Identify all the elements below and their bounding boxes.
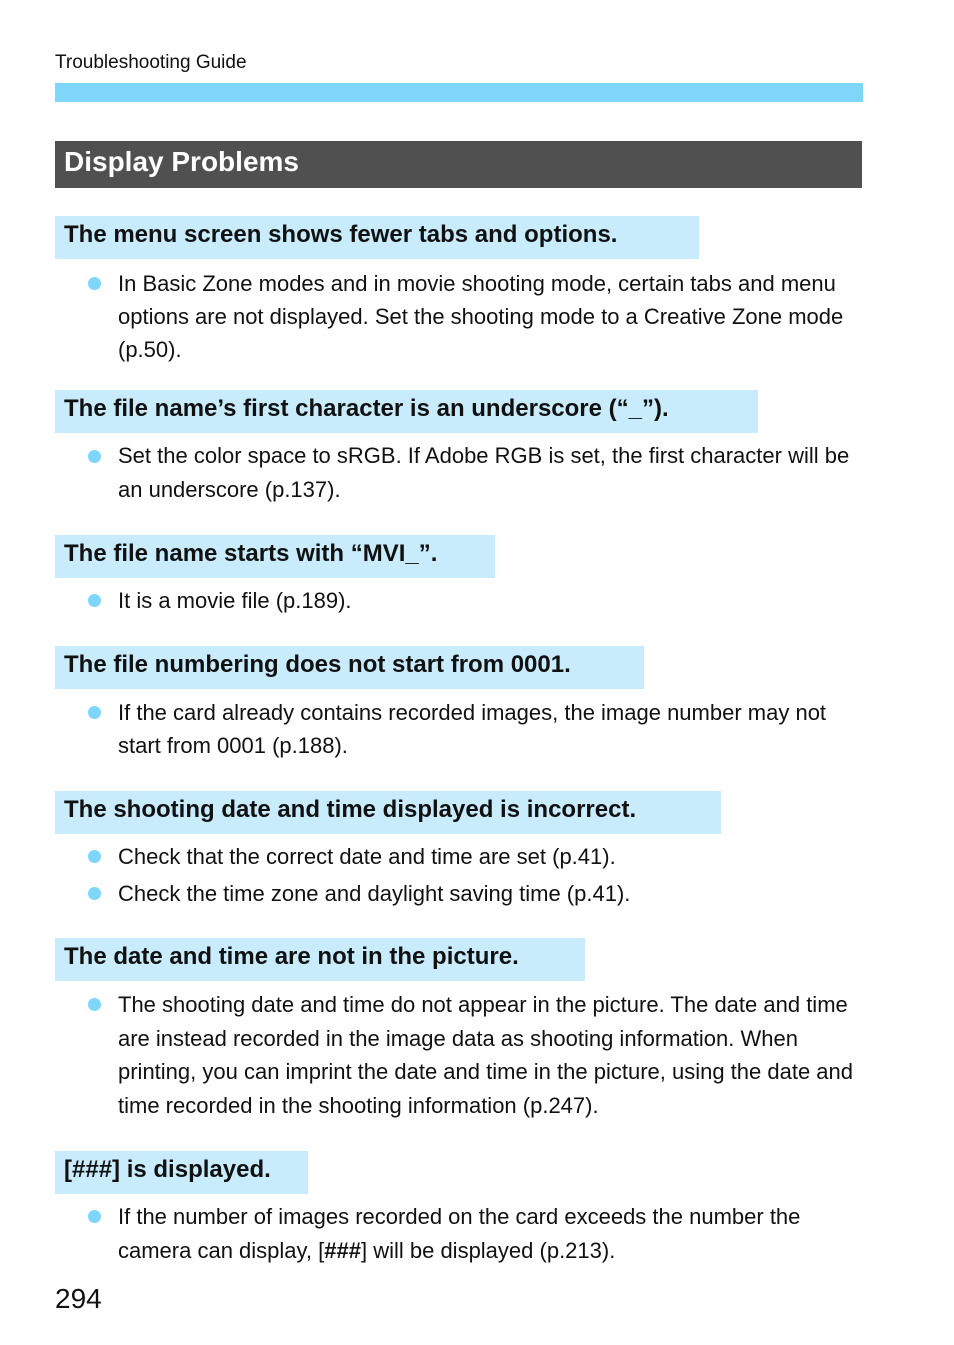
bullet-icon xyxy=(88,887,101,900)
bullet-text-before: If the number of images recorded on the card exceeds the number the camera can display, [ xyxy=(118,1204,801,1263)
bullet-icon xyxy=(88,706,101,719)
heading-bold-symbol: ### xyxy=(72,1156,113,1183)
heading-suffix: ] is displayed. xyxy=(112,1156,271,1183)
topic-heading-hash-displayed xyxy=(55,1151,308,1194)
page-number: 294 xyxy=(55,1283,102,1314)
topic-heading-date-incorrect: The shooting date and time displayed is incorrect. xyxy=(55,791,721,834)
bullet-item xyxy=(87,267,857,366)
bullet-bold-symbol: ### xyxy=(324,1238,361,1263)
bullet-item xyxy=(87,988,857,1123)
bullet-item xyxy=(87,439,857,507)
bullet-item xyxy=(87,584,857,617)
heading-prefix: [ xyxy=(64,1156,72,1183)
bullet-text xyxy=(118,1200,857,1268)
bullet-text: It is a movie file (p.189). xyxy=(118,588,352,613)
bullet-text: Check that the correct date and time are set (p.41). xyxy=(118,844,616,869)
header-accent-bar xyxy=(55,83,863,102)
bullet-text: Check the time zone and daylight saving time (p.41). xyxy=(118,881,631,906)
bullet-text: Set the color space to sRGB. If Adobe RGB is set, the first character will be an underscore (p.137). xyxy=(118,443,850,502)
bullet-text: In Basic Zone modes and in movie shooting mode, certain tabs and menu options are not displayed. Set the shooting mode to a Creative Zone mode (p.50). xyxy=(118,271,844,362)
bullet-item xyxy=(87,696,857,762)
topic-heading-date-not-in-picture: The date and time are not in the picture. xyxy=(55,938,585,981)
bullet-icon xyxy=(88,1210,101,1223)
bullet-text-after: ] will be displayed (p.213). xyxy=(360,1238,616,1263)
bullet-icon xyxy=(88,850,101,863)
topic-heading-menu-tabs: The menu screen shows fewer tabs and options. xyxy=(55,216,699,259)
bullet-text: If the card already contains recorded images, the image number may not start from 0001 (p.188). xyxy=(118,700,827,758)
bullet-item xyxy=(87,1200,857,1268)
topic-heading-file-numbering: The file numbering does not start from 0001. xyxy=(55,646,644,689)
bullet-text: The shooting date and time do not appear in the picture. The date and time are instead recorded in the image data as shooting information. When printing, you can imprint the date and time in the picture, using the date and time recorded in the shooting information (p.247). xyxy=(118,992,854,1119)
topic-heading-underscore: The file name’s first character is an underscore (“_”). xyxy=(55,390,758,433)
bullet-icon xyxy=(88,277,101,290)
bullet-icon xyxy=(88,998,101,1011)
section-title: Display Problems xyxy=(55,141,862,188)
bullet-item xyxy=(87,840,857,873)
bullet-item xyxy=(87,877,857,910)
bullet-icon xyxy=(88,450,101,463)
bullet-icon xyxy=(88,594,101,607)
topic-heading-mvi: The file name starts with “MVI_”. xyxy=(55,535,495,578)
running-head: Troubleshooting Guide xyxy=(55,52,247,73)
